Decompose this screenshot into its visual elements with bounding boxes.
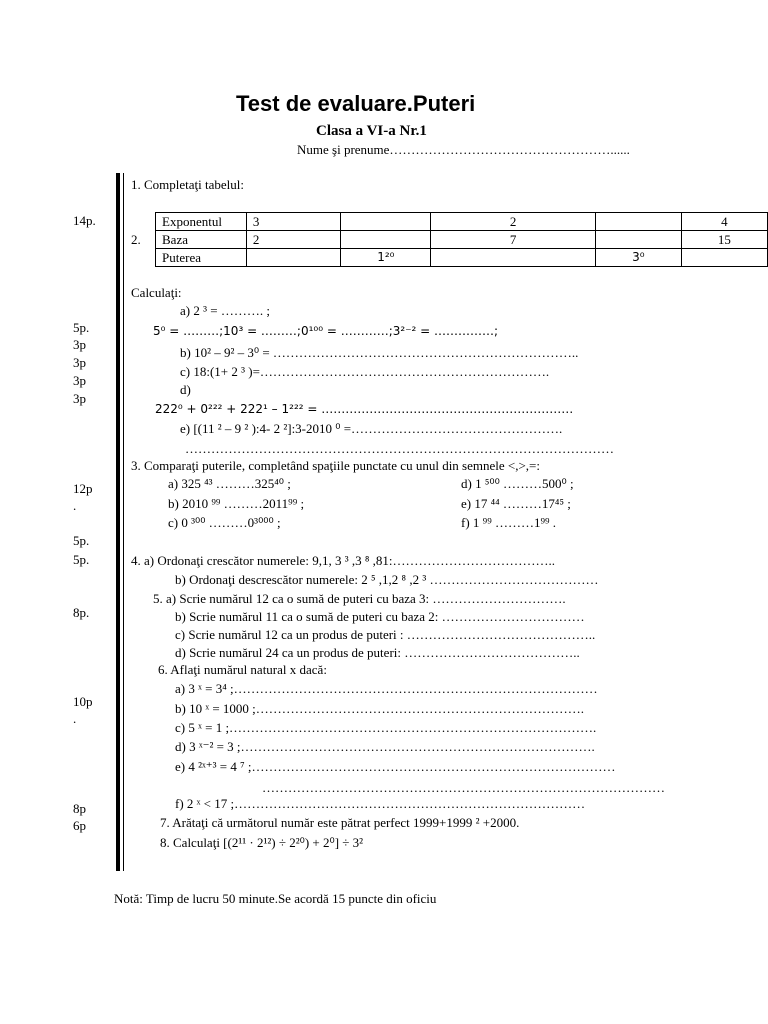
table-cell: Puterea (156, 249, 247, 267)
points-q1: 14p. (73, 213, 96, 228)
points-q2b: 3p (73, 337, 86, 352)
table-cell (431, 249, 595, 267)
points-q6-dot: . (73, 711, 77, 726)
q4-b: b) Ordonaţi descrescător numerele: 2 ⁵ ,1,2 ⁸ ,2 ³ ………………………………… (175, 572, 599, 587)
points-q3: 12p (73, 481, 93, 496)
q6-c: c) 5 ˣ = 1 ;…………………………………………………………………………. (175, 720, 597, 735)
q6-a: a) 3 ˣ = 3⁴ ;………………………………………………………………………… (175, 681, 598, 696)
table-cell: Baza (156, 231, 247, 249)
points-q4a: 5p. (73, 533, 90, 548)
points-q8: 6p (73, 818, 86, 833)
points-q2e: 3p (73, 391, 86, 406)
points-q6: 10p (73, 694, 93, 709)
q1-number-2: 2. (131, 232, 141, 247)
points-q2a: 5p. (73, 320, 90, 335)
points-q2d: 3p (73, 373, 86, 388)
footer-note: Notă: Timp de lucru 50 minute.Se acordă 15 puncte din oficiu (114, 891, 437, 906)
q2-b: b) 10² – 9² – 3⁰ = …………………………………………………………….. (180, 345, 579, 360)
q6-e: e) 4 ²ˣ⁺³ = 4 ⁷ ;………………………………………………………………………… (175, 759, 616, 774)
q2-d-expr: 222⁰ + 0²²² + 222¹ – 1²²² = ……………………………………………………… (155, 402, 574, 416)
table-cell: 4 (681, 213, 767, 231)
points-q3-dot: . (73, 498, 77, 513)
table-cell (341, 213, 431, 231)
q8-label: 8. Calculaţi [(2¹¹ · 2¹²) ÷ 2²⁰) + 2⁰] ÷ 3² (160, 835, 364, 850)
q3-f: f) 1 ⁹⁹ ………1⁹⁹ . (461, 515, 557, 530)
points-q7: 8p (73, 801, 86, 816)
q2-e-cont: ……………………………………………………………………………………… (185, 441, 614, 456)
margin-bar-thin (123, 173, 124, 871)
q4-a: 4. a) Ordonaţi crescător numerele: 9,1, 3 ³ ,3 ⁸ ,81:……………………………….. (131, 553, 555, 568)
q6-e-cont: ………………………………………………………………………………… (262, 780, 665, 795)
table-row (156, 213, 768, 231)
page-title: Test de evaluare.Puteri (236, 91, 476, 116)
table-cell (595, 231, 681, 249)
name-line: Nume şi prenume……………………………………………...... (297, 142, 630, 157)
table-cell (341, 231, 431, 249)
table-cell (595, 213, 681, 231)
q5-b: b) Scrie numărul 11 ca o sumă de puteri cu baza 2: …………………………… (175, 609, 585, 624)
q3-c: c) 0 ³⁰⁰ ………0³⁰⁰⁰ ; (168, 515, 281, 530)
q2-a2: 5⁰ = ………;10³ = ………;0¹⁰⁰ = …………;3²⁻² = ……………; (153, 324, 499, 338)
q2-e: e) [(11 ² – 9 ² ):4- 2 ²]:3-2010 ⁰ =…………………………………………. (180, 421, 563, 436)
points-q5: 8p. (73, 605, 90, 620)
table-row (156, 249, 768, 267)
table-row (156, 231, 768, 249)
margin-bar (116, 173, 120, 871)
q5-d: d) Scrie numărul 24 ca un produs de puteri: ………………………………….. (175, 645, 580, 660)
q3-label: 3. Comparaţi puterile, completând spaţiile punctate cu unul din semnele <,>,=: (131, 458, 540, 473)
q5-a: 5. a) Scrie numărul 12 ca o sumă de puteri cu baza 3: …………………………. (153, 591, 566, 606)
points-q2c: 3p (73, 355, 86, 370)
q6-b: b) 10 ˣ = 1000 ;…………………………………………………………………. (175, 701, 585, 716)
q6-label: 6. Aflaţi numărul natural x dacă: (158, 662, 327, 677)
q3-e: e) 17 ⁴⁴ ………17⁴⁵ ; (461, 496, 571, 511)
table-cell: Exponentul (156, 213, 247, 231)
table-cell: 3 (246, 213, 340, 231)
table-cell: 1²⁰ (341, 249, 431, 267)
q3-b: b) 2010 ⁹⁹ ………2011⁹⁹ ; (168, 496, 305, 511)
table-cell (246, 249, 340, 267)
table-cell: 15 (681, 231, 767, 249)
table-cell: 7 (431, 231, 595, 249)
q2-label: Calculaţi: (131, 285, 182, 300)
points-q4b: 5p. (73, 552, 90, 567)
q3-a: a) 325 ⁴³ ………325⁴⁰ ; (168, 476, 291, 491)
q6-d: d) 3 ˣ⁻² = 3 ;………………………………………………………………………. (175, 739, 595, 754)
q2-c: c) 18:(1+ 2 ³ )=…………………………………………………………. (180, 364, 550, 379)
table-cell (681, 249, 767, 267)
q2-d: d) (180, 382, 191, 397)
table-cell: 3⁰ (595, 249, 681, 267)
q5-c: c) Scrie numărul 12 ca un produs de puteri : …………………………………….. (175, 627, 596, 642)
page-subtitle: Clasa a VI-a Nr.1 (316, 123, 427, 139)
table-cell: 2 (431, 213, 595, 231)
q1-label: 1. Completaţi tabelul: (131, 177, 245, 192)
q6-f: f) 2 ˣ < 17 ;……………………………………………………………………… (175, 796, 586, 811)
q2-a1: a) 2 ³ = ………. ; (180, 303, 270, 318)
q7-label: 7. Arătaţi că următorul număr este pătrat perfect 1999+1999 ² +2000. (160, 815, 520, 830)
table-cell: 2 (246, 231, 340, 249)
q3-d: d) 1 ⁵⁰⁰ ………500⁰ ; (461, 476, 574, 491)
powers-table (155, 212, 768, 267)
